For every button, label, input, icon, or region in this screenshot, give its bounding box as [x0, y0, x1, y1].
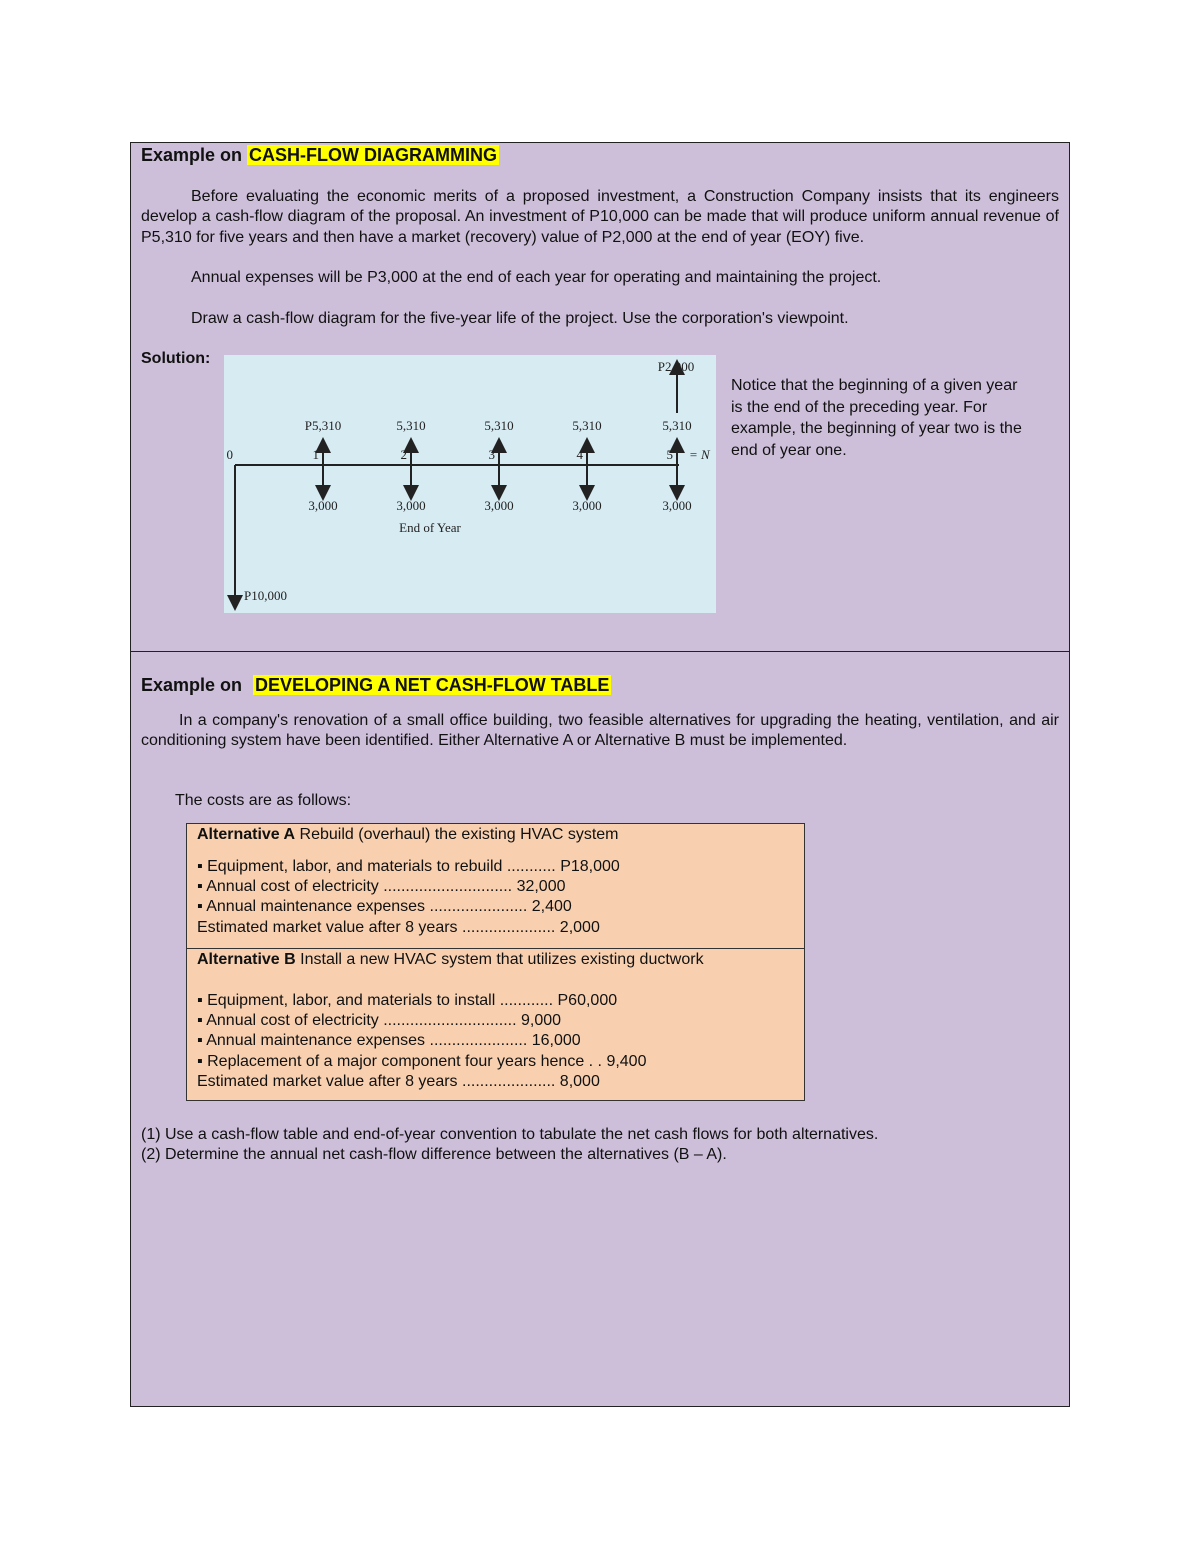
origin-label: 0 [226, 447, 233, 462]
diagram-note: Notice that the beginning of a given year is the end of the preceding year. For example, the beginning of year two is the end of year one. [731, 377, 1022, 459]
cash-flow-diagram [224, 355, 716, 613]
expense-label: 3,000 [308, 498, 338, 513]
year-label: 3 [488, 447, 495, 462]
revenue-label: 5,310 [396, 418, 426, 433]
alt-b-item: ▪ Annual maintenance expenses ...................... 16,000 [197, 1032, 581, 1049]
document-frame [130, 142, 1070, 1407]
alt-a-item: ▪ Equipment, labor, and materials to rebuild ........... P18,000 [197, 858, 620, 875]
year-label: 5 [666, 447, 673, 462]
expense-label: 3,000 [662, 498, 692, 513]
section2-title [141, 675, 611, 696]
year-label: 1 [312, 447, 319, 462]
alt-a-item: ▪ Annual cost of electricity ............................. 32,000 [197, 878, 566, 895]
year-label: 2 [400, 447, 407, 462]
section1-paragraph2: Annual expenses will be P3,000 at the end of each year for operating and maintaining the project. [191, 269, 882, 286]
section1-title [141, 145, 499, 166]
year-label: 4 [576, 447, 583, 462]
expense-label: 3,000 [484, 498, 514, 513]
axis-label: End of Year [399, 520, 461, 535]
section1-paragraph1: Before evaluating the economic merits of a proposed investment, a Construction Company insists that its engineers develop a cash-flow diagram of the proposal. An investment of P10,000 can be made that will produce uniform annual revenue of P5,310 for five years and then have a market (recovery) value of P2,000 at the end of year (EOY) five. [141, 188, 1059, 246]
costs-intro: The costs are as follows: [175, 792, 352, 809]
expense-label: 3,000 [572, 498, 602, 513]
question-2: (2) Determine the annual net cash-flow difference between the alternatives (B – A). [141, 1146, 727, 1163]
alt-b-label: Alternative B [197, 951, 296, 968]
alt-b-item: ▪ Annual cost of electricity .............................. 9,000 [197, 1012, 562, 1029]
alt-b-item: ▪ Replacement of a major component four years hence . . 9,400 [197, 1053, 647, 1070]
investment-label: P10,000 [244, 588, 287, 603]
alt-a-item: ▪ Annual maintenance expenses ...................... 2,400 [197, 898, 572, 915]
solution-label: Solution: [141, 350, 211, 367]
question-1: (1) Use a cash-flow table and end-of-year convention to tabulate the net cash flows for both alternatives. [141, 1126, 879, 1143]
cash-flow-diagram-svg [224, 355, 716, 613]
alternatives-box [186, 823, 805, 1101]
revenue-label: 5,310 [662, 418, 692, 433]
section2-paragraph1: In a company's renovation of a small office building, two feasible alternatives for upgrading the heating, ventilation, and air conditioning system have been identified. Either Alternative A or Alternative B must be implemented. [141, 712, 1059, 750]
section1-title-prefix: Example on [141, 145, 243, 165]
alt-a-label: Alternative A [197, 826, 296, 843]
revenue-label: 5,310 [484, 418, 514, 433]
section1-title-highlight: CASH-FLOW DIAGRAMMING [249, 145, 498, 165]
alt-a-heading [197, 825, 619, 845]
alt-a-item: Estimated market value after 8 years ..................... 2,000 [197, 919, 600, 936]
revenue-label: P5,310 [304, 418, 342, 433]
section2-title-highlight: DEVELOPING A NET CASH-FLOW TABLE [255, 675, 610, 695]
section1-paragraph3: Draw a cash-flow diagram for the five-year life of the project. Use the corporation's viewpoint. [191, 310, 849, 327]
expense-label: 3,000 [396, 498, 426, 513]
section-divider [131, 651, 1069, 652]
n-label: = N [689, 447, 710, 462]
alt-b-item: Estimated market value after 8 years ..................... 8,000 [197, 1073, 600, 1090]
recovery-label: P2,000 [657, 359, 695, 374]
alt-b-description: Install a new HVAC system that utilizes existing ductwork [295, 951, 704, 968]
section2-title-prefix: Example on [141, 675, 243, 695]
revenue-label: 5,310 [572, 418, 602, 433]
alternatives-separator [187, 948, 804, 949]
alt-a-description: Rebuild (overhaul) the existing HVAC system [295, 826, 619, 843]
alt-b-heading [197, 950, 704, 970]
alt-b-item: ▪ Equipment, labor, and materials to install ............ P60,000 [197, 992, 618, 1009]
